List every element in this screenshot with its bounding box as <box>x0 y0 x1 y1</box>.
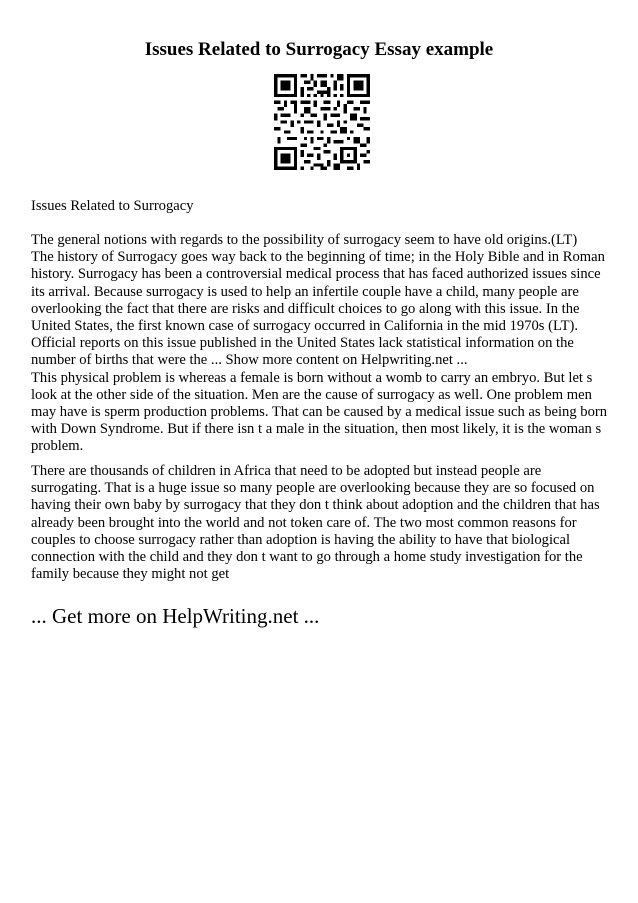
text-line: already been brought into the world and not token care of. The two most common reasons for <box>31 514 577 531</box>
text-line: having their own baby by surrogacy that they don t think about adoption and the children that has <box>31 497 600 514</box>
text-line: The general notions with regards to the possibility of surrogacy seem to have old origins.(LT) <box>31 232 578 248</box>
document-title: Issues Related to Surrogacy Essay example <box>144 39 494 60</box>
text-line: The history of Surrogacy goes way back to the beginning of time; in the Holy Bible and in Roman <box>31 249 605 266</box>
text-line: There are thousands of children in Africa that need to be adopted but instead people are <box>31 463 542 479</box>
qr-code-icon <box>274 74 370 170</box>
paragraph-2 <box>31 463 616 583</box>
paragraph-1 <box>31 232 616 455</box>
text-line: This physical problem is whereas a female is born without a womb to carry an embryo. But let s <box>31 369 593 386</box>
text-line: couples to choose surrogacy rather than adoption is having the ability to have that biological <box>31 531 571 548</box>
document-subtitle: Issues Related to Surrogacy <box>31 198 194 214</box>
text-line: look at the other side of the situation. Men are the cause of surrogacy as well. One problem men <box>31 386 592 403</box>
text-line: overlooking the fact that there are risks and difficult choices to go along with this issue. In the <box>31 300 580 317</box>
text-line: Official reports on this issue published in the United States lack statistical information on the <box>31 335 574 352</box>
text-line: its arrival. Because surrogacy is used to help an infertile couple have a child, many people are <box>31 283 579 300</box>
text-line: family because they might not get <box>31 566 230 583</box>
text-line: number of births that were the ... Show more content on Helpwriting.net ... <box>31 352 468 369</box>
text-line: connection with the child and they don t want to go through a home study investigation for the <box>31 548 583 565</box>
text-line: problem. <box>31 438 84 455</box>
text-line: history. Surrogacy has been a controversial medical process that has faced authorized issues since <box>31 266 601 283</box>
text-line: may have is sperm production problems. That can be caused by a medical issue such as being born <box>31 403 608 420</box>
get-more-link[interactable]: ... Get more on HelpWriting.net ... <box>31 604 320 628</box>
text-line: with Down Syndrome. But if there isn t a male in the situation, then most likely, it is the woman s <box>31 421 602 438</box>
text-line: United States, the first known case of surrogacy occurred in California in the mid 1970s (LT). <box>31 317 578 334</box>
text-line: surrogating. That is a huge issue so many people are overlooking because they are so focused on <box>31 480 595 497</box>
